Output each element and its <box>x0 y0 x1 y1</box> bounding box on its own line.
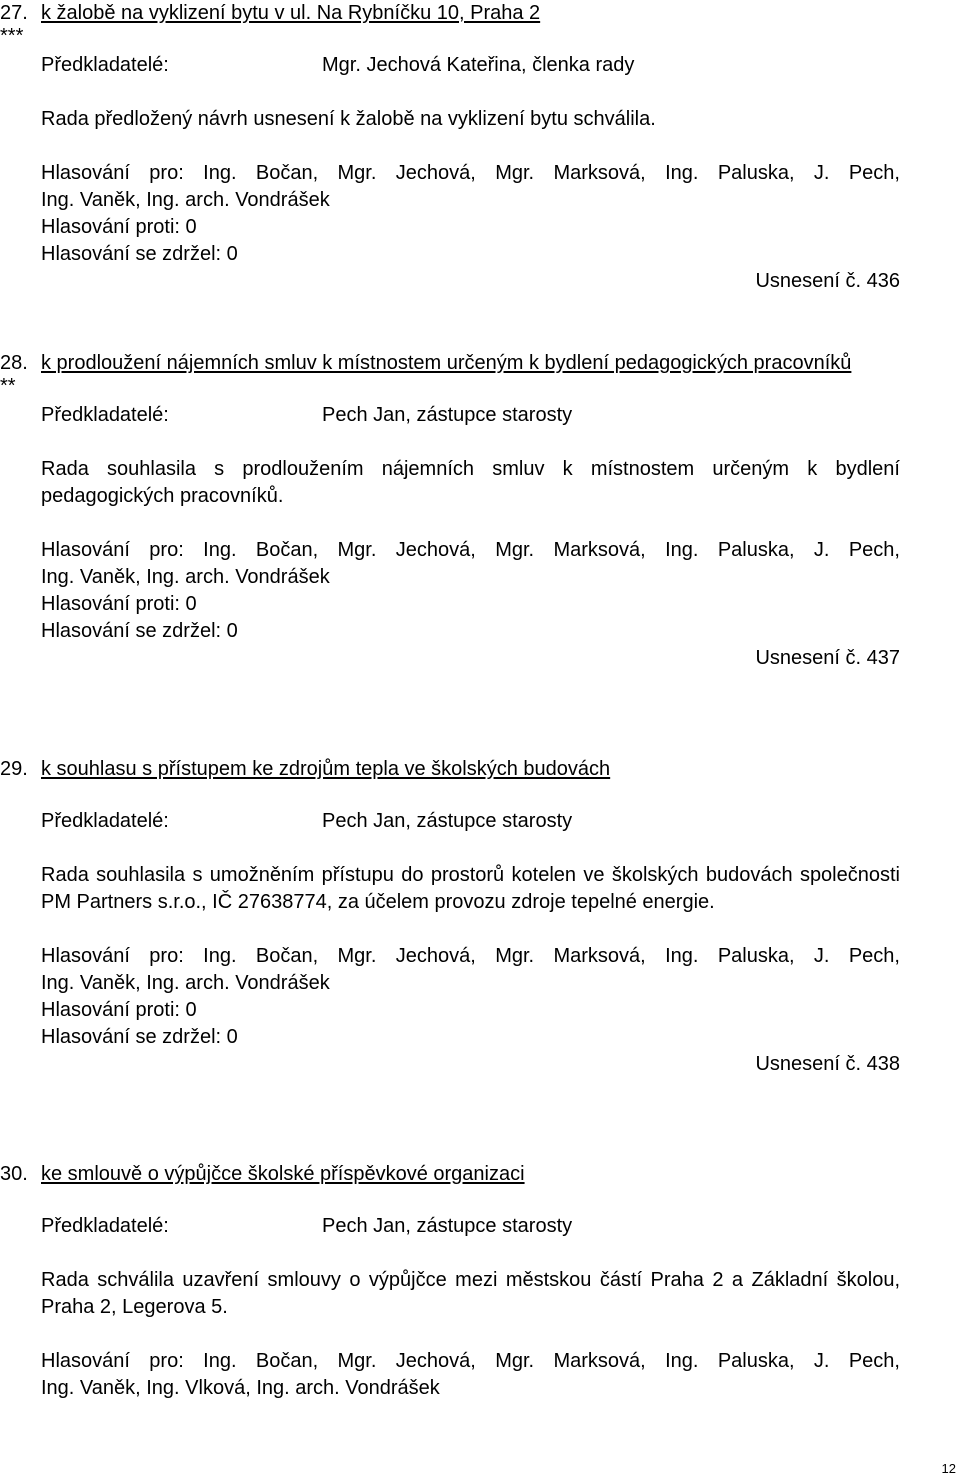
item-content <box>41 0 900 295</box>
presenter-row <box>41 402 900 429</box>
votes-for-continued: Ing. Vaněk, Ing. arch. Vondrášek <box>41 972 330 994</box>
presenter-label: Předkladatelé: <box>41 54 169 76</box>
resolution-text: Rada souhlasila s umožněním přístupu do prostorů kotelen ve školských budovách společnosti PM Partners s.r.o., IČ 27638774, za účelem provozu zdroje tepelné energie. <box>41 864 900 913</box>
votes-abstain: Hlasování se zdržel: 0 <box>41 620 238 642</box>
presenter-name: Pech Jan, zástupce starosty <box>322 1215 573 1237</box>
resolution-text: Rada souhlasila s prodloužením nájemních smluv k místnostem určeným k bydlení pedagogických pracovníků. <box>41 458 900 507</box>
presenter-name: Pech Jan, zástupce starosty <box>322 404 573 426</box>
votes-for: Hlasování pro: Ing. Bočan, Mgr. Jechová, Mgr. Marksová, Ing. Paluska, J. Pech, <box>41 945 900 967</box>
item-number: 30. <box>0 1163 28 1185</box>
votes-for: Hlasování pro: Ing. Bočan, Mgr. Jechová, Mgr. Marksová, Ing. Paluska, J. Pech, <box>41 162 900 184</box>
item-content <box>41 756 900 1078</box>
votes-abstain: Hlasování se zdržel: 0 <box>41 1026 238 1048</box>
item-content <box>41 1161 900 1402</box>
voting-block <box>41 943 900 1078</box>
resolution-text: Rada předložený návrh usnesení k žalobě na vyklizení bytu schválila. <box>41 108 656 130</box>
voting-block <box>41 160 900 295</box>
votes-for: Hlasování pro: Ing. Bočan, Mgr. Jechová, Mgr. Marksová, Ing. Paluska, J. Pech, <box>41 539 900 561</box>
item-content <box>41 350 900 672</box>
votes-against: Hlasování proti: 0 <box>41 999 197 1021</box>
item-title: k žalobě na vyklizení bytu v ul. Na Rybníčku 10, Praha 2 <box>41 2 541 24</box>
votes-for-continued: Ing. Vaněk, Ing. arch. Vondrášek <box>41 566 330 588</box>
item-priority-stars: *** <box>0 25 24 47</box>
votes-abstain: Hlasování se zdržel: 0 <box>41 243 238 265</box>
presenter-label: Předkladatelé: <box>41 404 169 426</box>
votes-against: Hlasování proti: 0 <box>41 593 197 615</box>
presenter-row <box>41 52 900 79</box>
votes-against: Hlasování proti: 0 <box>41 216 197 238</box>
resolution-number: Usnesení č. 438 <box>755 1053 900 1075</box>
presenter-row <box>41 808 900 835</box>
item-number: 27. <box>0 2 28 24</box>
votes-for-continued: Ing. Vaněk, Ing. Vlková, Ing. arch. Vondrášek <box>41 1377 440 1399</box>
voting-block <box>41 537 900 672</box>
presenter-row <box>41 1213 900 1240</box>
item-number: 29. <box>0 758 28 780</box>
item-title: k souhlasu s přístupem ke zdrojům tepla ve školských budovách <box>41 758 611 780</box>
item-priority-stars: ** <box>0 375 16 397</box>
resolution-text: Rada schválila uzavření smlouvy o výpůjčce mezi městskou částí Praha 2 a Základní školou, Praha 2, Legerova 5. <box>41 1269 900 1318</box>
voting-block <box>41 1348 900 1402</box>
votes-for-continued: Ing. Vaněk, Ing. arch. Vondrášek <box>41 189 330 211</box>
item-number: 28. <box>0 352 28 374</box>
page-number: 12 <box>941 1461 956 1476</box>
item-title: k prodloužení nájemních smluv k místnostem určeným k bydlení pedagogických pracovníků <box>41 352 852 374</box>
item-title: ke smlouvě o výpůjčce školské příspěvkové organizaci <box>41 1163 525 1185</box>
resolution-number: Usnesení č. 436 <box>755 270 900 292</box>
presenter-label: Předkladatelé: <box>41 1215 169 1237</box>
presenter-name: Pech Jan, zástupce starosty <box>322 810 573 832</box>
presenter-name: Mgr. Jechová Kateřina, členka rady <box>322 54 635 76</box>
presenter-label: Předkladatelé: <box>41 810 169 832</box>
votes-for: Hlasování pro: Ing. Bočan, Mgr. Jechová, Mgr. Marksová, Ing. Paluska, J. Pech, <box>41 1350 900 1372</box>
resolution-number: Usnesení č. 437 <box>755 647 900 669</box>
